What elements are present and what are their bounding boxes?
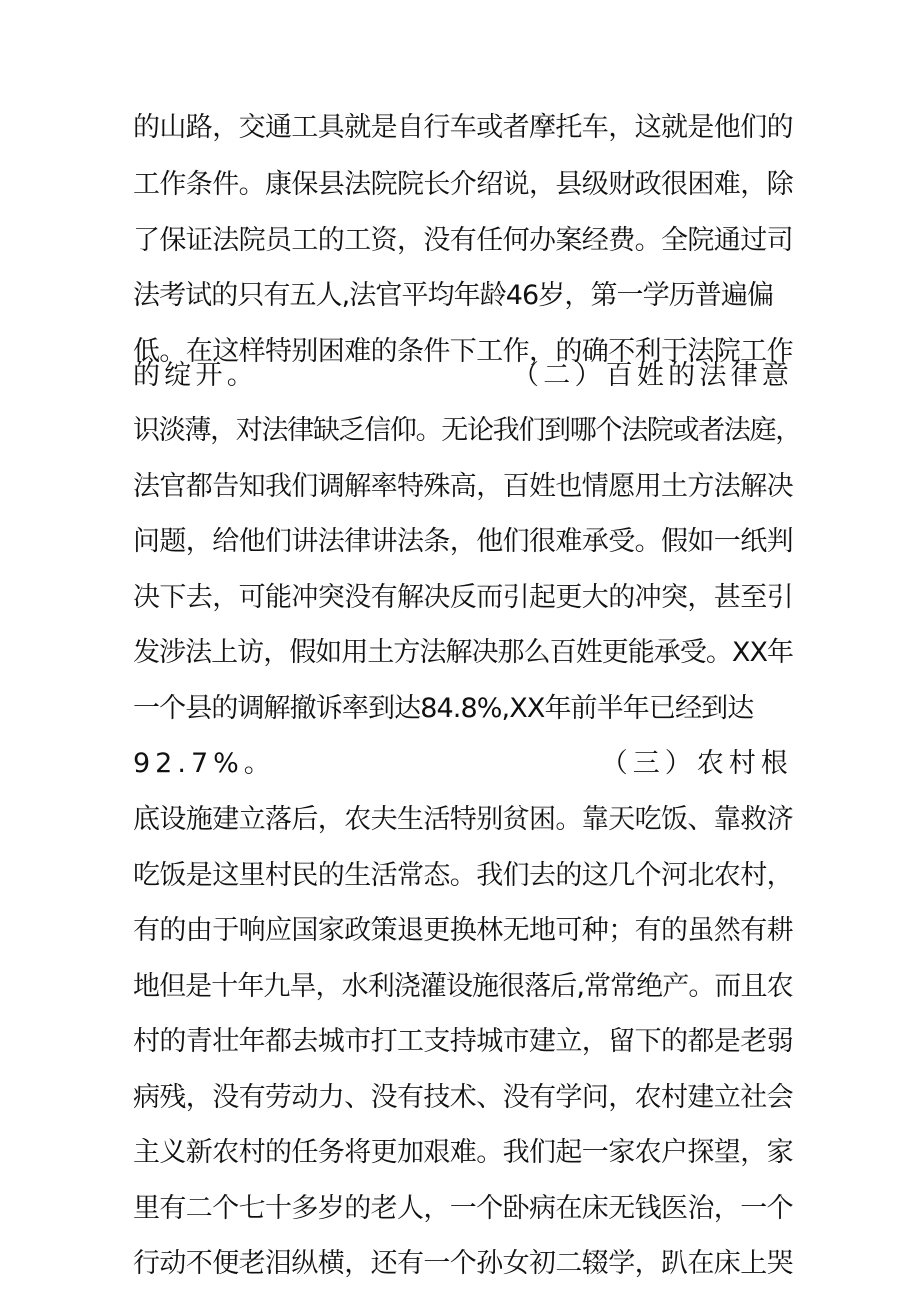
text-line-4: 法考试的只有五人,法官平均年龄46岁，第一学历普遍偏 bbox=[133, 280, 774, 311]
text-line-13: 92.7%。 （三）农村根 bbox=[133, 748, 793, 779]
text-line-2: 工作条件。康保县法院院长介绍说，县级财政很困难，除 bbox=[133, 169, 793, 200]
text-line-12: 一个县的调解撤诉率到达84.8%,XX年前半年已经到达 bbox=[133, 693, 754, 724]
text-line-3: 了保证法院员工的工资，没有任何办案经费。全院通过司 bbox=[133, 225, 793, 256]
text-line-18: 村的青壮年都去城市打工支持城市建立，留下的都是老弱 bbox=[133, 1026, 793, 1057]
text-line-5: 低。在这样特别困难的条件下工作，的确不利于法院工作 bbox=[133, 336, 793, 367]
text-line-6: 的绽开。 （二）百姓的法律意 bbox=[133, 360, 794, 391]
text-line-20: 主义新农村的任务将更加艰难。我们起一家农户探望，家 bbox=[133, 1137, 793, 1168]
text-line-22: 行动不便老泪纵横，还有一个孙女初二辍学，趴在床上哭 bbox=[133, 1248, 793, 1279]
text-line-15: 吃饭是这里村民的生活常态。我们去的这几个河北农村， bbox=[133, 860, 793, 891]
text-line-16: 有的由于响应国家政策退更换林无地可种；有的虽然有耕 bbox=[133, 915, 793, 946]
text-line-9: 问题，给他们讲法律讲法条，他们很难承受。假如一纸判 bbox=[133, 526, 793, 557]
text-line-17: 地但是十年九旱，水利浇灌设施很落后,常常绝产。而且农 bbox=[133, 971, 793, 1002]
text-line-7: 识淡薄，对法律缺乏信仰。无论我们到哪个法院或者法庭， bbox=[133, 415, 801, 446]
text-line-14: 底设施建立落后，农夫生活特别贫困。靠天吃饭、靠救济 bbox=[133, 804, 793, 835]
text-line-11: 发涉法上访，假如用土方法解决那么百姓更能承受。XX年 bbox=[133, 637, 794, 668]
text-line-10: 决下去，可能冲突没有解决反而引起更大的冲突，甚至引 bbox=[133, 582, 793, 613]
text-line-19: 病残，没有劳动力、没有技术、没有学问，农村建立社会 bbox=[133, 1082, 793, 1113]
text-line-8: 法官都告知我们调解率特殊高，百姓也情愿用土方法解决 bbox=[133, 471, 793, 502]
text-line-1: 的山路，交通工具就是自行车或者摩托车，这就是他们的 bbox=[133, 112, 793, 143]
text-line-21: 里有二个七十多岁的老人，一个卧病在床无钱医治，一个 bbox=[133, 1193, 793, 1224]
